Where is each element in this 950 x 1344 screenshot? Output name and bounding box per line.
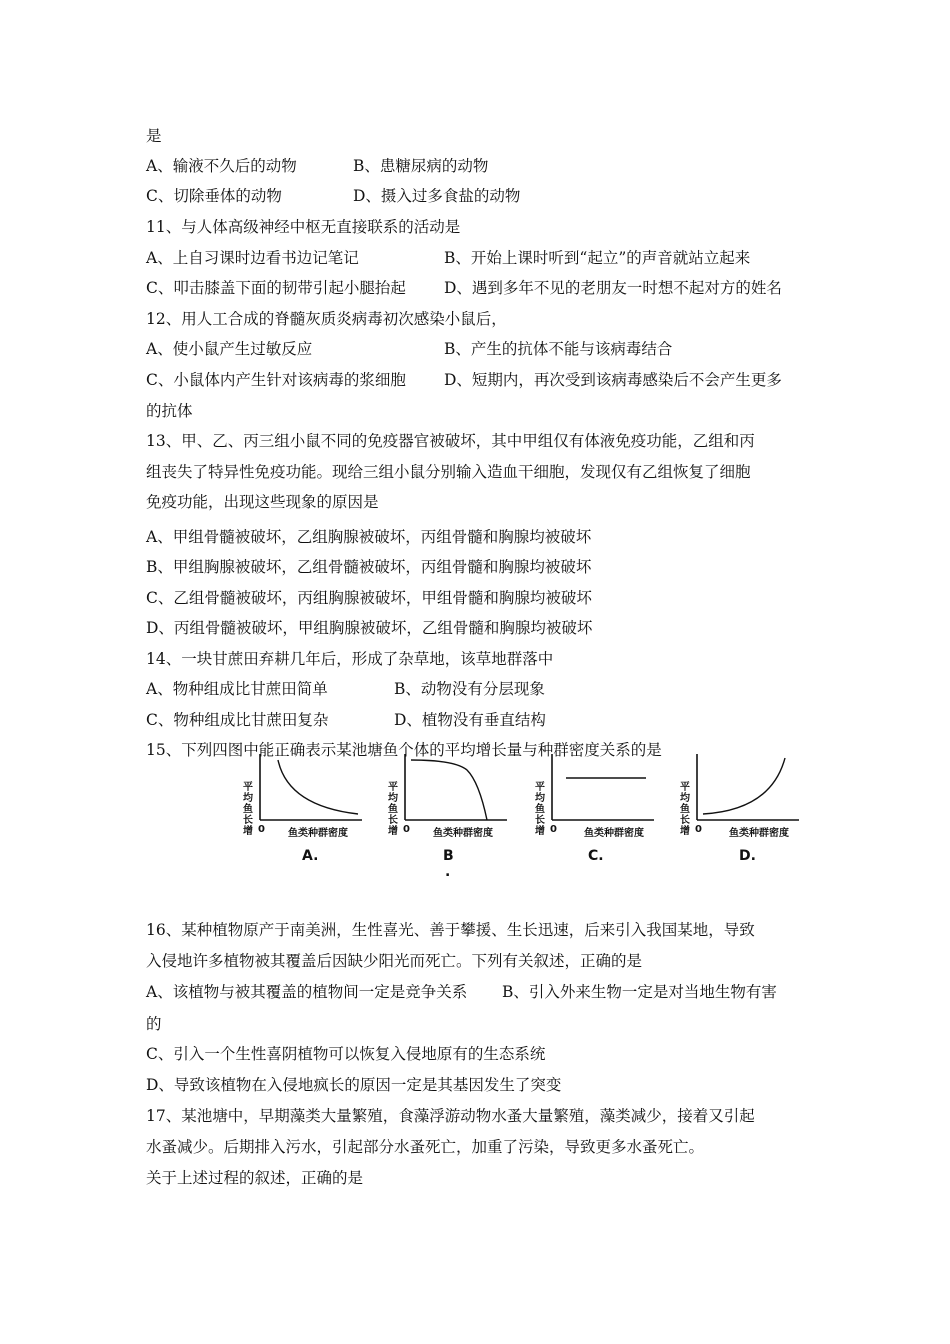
figure-caption-dot: . <box>445 864 451 880</box>
q12-option-a: A、使小鼠产生过敏反应 <box>146 340 313 358</box>
q13-option-a: A、甲组骨髓被破坏，乙组胸腺被破坏，丙组骨髓和胸腺均被破坏 <box>146 528 592 546</box>
q12-option-d-cont: 的抗体 <box>146 402 193 420</box>
q14-option-c: C、物种组成比甘蔗田复杂 <box>146 711 329 729</box>
origin-label: 0 <box>695 824 702 835</box>
figure-caption: D. <box>739 848 756 864</box>
question-17-line3: 关于上述过程的叙述，正确的是 <box>146 1169 364 1187</box>
question-16-line1: 16、某种植物原产于南美洲，生性喜光、善于攀援、生长迅速，后来引入我国某地，导致 <box>146 921 755 939</box>
option-b: B、患糖尿病的动物 <box>353 157 489 175</box>
q13-option-d: D、丙组骨髓被破坏，甲组胸腺被破坏，乙组骨髓和胸腺均被破坏 <box>146 619 593 637</box>
q16-option-a: A、该植物与被其覆盖的植物间一定是竞争关系 <box>146 983 468 1001</box>
option-c: C、切除垂体的动物 <box>146 187 282 205</box>
text-line: 是 <box>146 127 162 145</box>
increasing-curve <box>703 758 785 814</box>
question-16-line2: 入侵地许多植物被其覆盖后因缺少阳光而死亡。下列有关叙述，正确的是 <box>146 952 643 970</box>
q12-option-c: C、小鼠体内产生针对该病毒的浆细胞 <box>146 371 406 389</box>
figure-caption: A. <box>302 848 319 864</box>
y-axis-label: 平均鱼长增 <box>388 782 398 837</box>
question-13-line1: 13、甲、乙、丙三组小鼠不同的免疫器官被破坏，其中甲组仅有体液免疫功能，乙组和丙 <box>146 432 755 450</box>
q11-option-a: A、上自习课时边看书边记笔记 <box>146 249 359 267</box>
figure-b <box>375 748 515 918</box>
figure-d <box>667 748 807 918</box>
q14-option-d: D、植物没有垂直结构 <box>394 711 546 729</box>
y-axis-label: 平均鱼长增 <box>680 782 690 837</box>
q16-option-d: D、导致该植物在入侵地疯长的原因一定是其基因发生了突变 <box>146 1076 562 1094</box>
q16-option-c: C、引入一个生性喜阴植物可以恢复入侵地原有的生态系统 <box>146 1045 546 1063</box>
figure-caption: B <box>443 848 454 864</box>
figure-caption: C. <box>588 848 604 864</box>
question-14: 14、一块甘蔗田弃耕几年后，形成了杂草地，该草地群落中 <box>146 650 554 668</box>
figure-c <box>522 748 662 918</box>
x-axis-label: 鱼类种群密度 <box>729 828 789 839</box>
question-13-line2: 组丧失了特异性免疫功能。现给三组小鼠分别输入造血干细胞，发现仅有乙组恢复了细胞 <box>146 463 751 481</box>
origin-label: 0 <box>550 824 557 835</box>
decreasing-curve <box>278 760 358 814</box>
y-axis-label: 平均鱼长增 <box>243 782 253 837</box>
flat-then-drop-curve <box>411 760 487 820</box>
option-a: A、输液不久后的动物 <box>146 157 297 175</box>
question-12: 12、用人工合成的脊髓灰质炎病毒初次感染小鼠后， <box>146 310 507 328</box>
y-axis-label: 平均鱼长增 <box>535 782 545 837</box>
x-axis-label: 鱼类种群密度 <box>433 828 493 839</box>
q16-option-b: B、引入外来生物一定是对当地生物有害 <box>502 983 777 1001</box>
x-axis-label: 鱼类种群密度 <box>584 828 644 839</box>
question-13-line3: 免疫功能，出现这些现象的原因是 <box>146 493 379 511</box>
q13-option-b: B、甲组胸腺被破坏，乙组骨髓被破坏，丙组骨髓和胸腺均被破坏 <box>146 558 592 576</box>
q12-option-b: B、产生的抗体不能与该病毒结合 <box>444 340 673 358</box>
q13-option-c: C、乙组骨髓被破坏，丙组胸腺被破坏，甲组骨髓和胸腺均被破坏 <box>146 589 592 607</box>
question-17-line1: 17、某池塘中，早期藻类大量繁殖，食藻浮游动物水蚤大量繁殖，藻类减少，接着又引起 <box>146 1107 755 1125</box>
figure-a <box>230 748 370 918</box>
q11-option-b: B、开始上课时听到“起立”的声音就站立起来 <box>444 249 751 267</box>
q14-option-b: B、动物没有分层现象 <box>394 680 545 698</box>
origin-label: 0 <box>403 824 410 835</box>
q15-figures <box>230 748 830 918</box>
option-d: D、摄入过多食盐的动物 <box>353 187 521 205</box>
q12-option-d: D、短期内，再次受到该病毒感染后不会产生更多 <box>444 371 782 389</box>
question-15: 15、下列四图中能正确表示某池塘鱼个体的平均增长量与种群密度关系的是 <box>146 741 662 759</box>
question-17-line2: 水蚤减少。后期排入污水，引起部分水蚤死亡，加重了污染，导致更多水蚤死亡。 <box>146 1138 705 1156</box>
q11-option-c: C、叩击膝盖下面的韧带引起小腿抬起 <box>146 279 406 297</box>
q14-option-a: A、物种组成比甘蔗田简单 <box>146 680 328 698</box>
origin-label: 0 <box>258 824 265 835</box>
q16-option-b-cont: 的 <box>146 1015 162 1033</box>
question-11: 11、与人体高级神经中枢无直接联系的活动是 <box>146 218 461 236</box>
x-axis-label: 鱼类种群密度 <box>288 828 348 839</box>
q11-option-d: D、遇到多年不见的老朋友一时想不起对方的姓名 <box>444 279 782 297</box>
